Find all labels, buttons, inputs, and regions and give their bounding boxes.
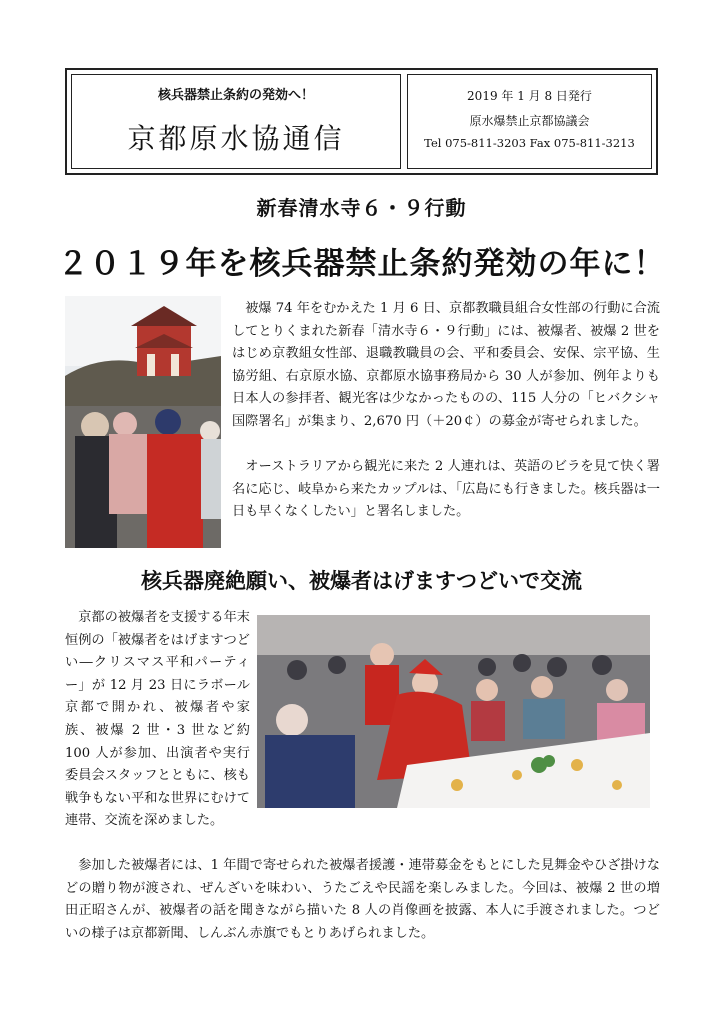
article2-paragraph-1: 京都の被爆者を支援する年末恒例の「被爆者をはげますつどい―クリスマス平和パーティー」が 12 月 23 日にラボール京都で開かれ、被爆者や家族、被爆 2 世・3 世など約 100 人が参加、出演者や実行委員会スタッフとともに、核も戦争もない平和な世界にむけて連帯、交流を深めました。 — [65, 610, 250, 829]
article2-paragraph-2: 参加した被爆者には、1 年間で寄せられた被爆者援護・連帯募金をもとにした見舞金やひざ掛けなどの贈り物が渡され、ぜんざいを味わい、うたごえや民謡を楽しみました。今回は、被爆 2 世の増田正昭さんが、被爆者の話を聞きながら描いた 8 人の肖像画を披露、本人に手渡されました。つどいの様子は京都新聞、しんぶん赤旗でもとりあげられました。 — [65, 858, 660, 941]
masthead-title-box — [71, 74, 401, 169]
masthead-info-box — [407, 74, 652, 169]
contact-info: Tel 075-811-3203 Fax 075-811-3213 — [424, 136, 635, 150]
publisher: 原水爆禁止京都協議会 — [469, 114, 590, 128]
article1-headline: ２０１９年を核兵器禁止条約発効の年に！ — [57, 246, 666, 282]
christmas-party-photo — [257, 615, 650, 808]
article1-paragraph-2: オーストラリアから観光に来た 2 人連れは、英語のビラを見て快く署名に応じ、岐阜から来たカップルは、「広島にも行きました。核兵器は一日も早くなくしたい」と署名しました。 — [232, 459, 660, 520]
article2-headline: 核兵器廃絶願い、被爆者はげますつどいで交流 — [141, 569, 582, 593]
tagline: 核兵器禁止条約の発効へ！ — [157, 88, 314, 103]
kiyomizu-temple-photo — [65, 296, 221, 548]
section-title: 新春清水寺６・９行動 — [256, 196, 467, 220]
article1-paragraph-1: 被爆 74 年をむかえた 1 月 6 日、京都教職員組合女性部の行動に合流してとりくまれた新春「清水寺６・９行動」には、被爆者、被爆 2 世をはじめ京教組女性部、退職教職員の会、平和委員会、安保、宗平協、生協労組、右京原水協、京都原水協事務局から 30 人が参加、例年よりも日本人の参拝者、観光客は少なかったものの、115 人分の「ヒバクシャ国際署名」が集まり、2,670 円（＋20￠）の募金が寄せられました。 — [232, 301, 660, 429]
issue-date: 2019 年 1 月 8 日発行 — [467, 89, 592, 103]
newsletter-title: 京都原水協通信 — [127, 122, 345, 155]
masthead — [65, 68, 658, 175]
